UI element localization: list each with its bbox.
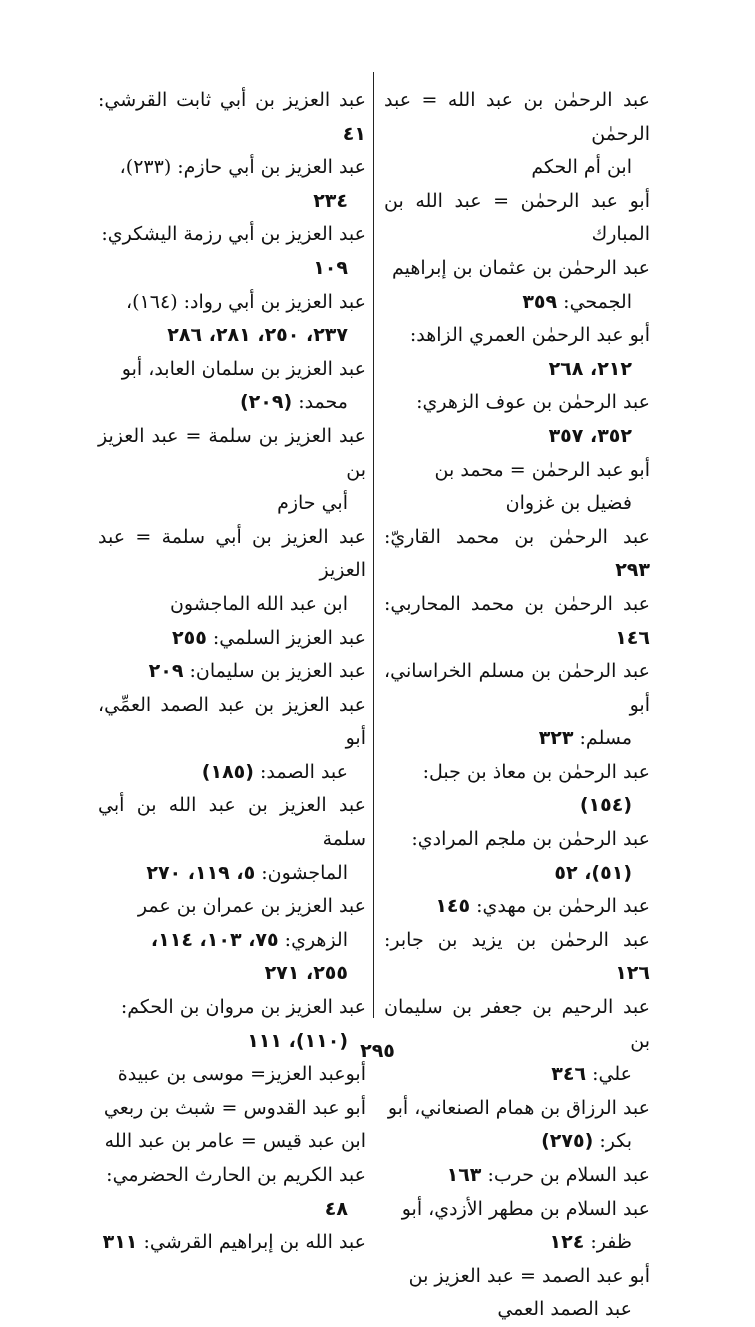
entry-continuation <box>98 924 366 958</box>
entry-continuation <box>384 789 650 823</box>
index-entry <box>98 353 366 420</box>
entry-page-refs: ٣٢٣ <box>538 727 574 750</box>
entry-continuation-text: علي: <box>592 1063 632 1086</box>
entry-continuation <box>384 1293 650 1327</box>
index-entry <box>384 319 650 386</box>
index-entry <box>98 1125 366 1159</box>
entry-continuation <box>98 857 366 891</box>
entry-name: أبو عبد الصمد = عبد العزيز بن <box>408 1264 650 1287</box>
entry-page-refs: ٢٩٣ <box>615 559 650 582</box>
entry-name: عبد العزيز السلمي: <box>212 626 366 649</box>
index-entry <box>98 655 366 689</box>
entry-name: أبوعبد العزيز= موسى بن عبيدة <box>117 1063 366 1086</box>
entry-page-refs: (٢٠٩) <box>239 391 293 414</box>
entry-continuation-text: أبي حازم <box>277 492 348 515</box>
entry-continuation <box>384 1226 650 1260</box>
index-entry <box>98 1226 366 1260</box>
index-entry <box>384 890 650 924</box>
entry-continuation <box>384 487 650 521</box>
entry-page-refs-extra: ٢٥٥، ٢٧١ <box>264 962 348 985</box>
entry-name: عبد الرحمٰن بن عثمان بن إبراهيم <box>391 256 650 279</box>
entry-continuation <box>98 1193 366 1227</box>
entry-name: عبد الله بن إبراهيم القرشي: <box>143 1231 366 1254</box>
index-entry <box>384 386 650 453</box>
entry-page-refs: ٧٥، ١٠٣، ١١٤، <box>150 928 279 951</box>
entry-name: عبد الرحمٰن بن محمد المحاربي: <box>384 592 650 615</box>
entry-name: عبد العزيز بن أبي حازم: (٢٣٣)، <box>119 156 366 179</box>
entry-name: عبد الرحمٰن بن يزيد بن جابر: <box>384 928 650 951</box>
entry-continuation-text: الماجشون: <box>261 861 348 884</box>
entry-continuation <box>98 386 366 420</box>
index-entry <box>384 1260 650 1327</box>
entry-page-refs: (١٥٤) <box>579 794 632 817</box>
entry-page-refs: (٥١)، ٥٢ <box>554 861 632 884</box>
entry-name: عبد العزيز بن عمران بن عمر <box>137 895 366 918</box>
entry-continuation <box>384 151 650 185</box>
index-entry <box>384 454 650 521</box>
index-entry <box>98 151 366 218</box>
entry-page-refs: ٢٣٧، ٢٥٠، ٢٨١، ٢٨٦ <box>167 324 348 347</box>
entry-name: عبد الكريم بن الحارث الحضرمي: <box>106 1164 366 1186</box>
entry-continuation <box>98 185 366 219</box>
entry-continuation-text: مسلم: <box>579 727 632 750</box>
entry-continuation-text: ابن عبد الله الماجشون <box>169 592 348 615</box>
entry-name: عبد العزيز بن سلمان العابد، أبو <box>121 357 366 380</box>
entry-page-refs: (١٨٥) <box>201 760 254 783</box>
entry-name: أبو عبد الرحمٰن = عبد الله بن المبارك <box>384 189 650 246</box>
entry-name: عبد العزيز بن أبي رزمة اليشكري: <box>101 223 366 246</box>
entry-continuation <box>384 1125 650 1159</box>
index-entry <box>384 84 650 185</box>
index-column-right <box>384 84 650 1327</box>
column-divider <box>373 72 374 1018</box>
index-entry <box>98 521 366 622</box>
index-entry <box>384 1159 650 1193</box>
entry-continuation <box>98 487 366 521</box>
entry-continuation-text: عبد الصمد: <box>260 760 348 783</box>
entry-continuation-text: محمد: <box>298 391 348 414</box>
entry-name: عبد الرحمٰن بن مسلم الخراساني، أبو <box>384 660 650 716</box>
entry-continuation <box>384 857 650 891</box>
page-number: ٢٩٥ <box>360 1040 395 1062</box>
entry-continuation-text: بكر: <box>599 1130 632 1153</box>
entry-name: أبو عبد القدوس = شبث بن ربعي <box>103 1096 366 1119</box>
entry-continuation <box>384 353 650 387</box>
entry-name: عبد العزيز بن مروان بن الحكم: <box>120 996 366 1019</box>
entry-page-refs: ٢٥٥ <box>172 626 207 649</box>
entry-continuation <box>384 286 650 320</box>
entry-continuation-text: ابن أم الحكم <box>531 156 632 179</box>
index-entry <box>384 1193 650 1260</box>
index-entry <box>384 655 650 756</box>
index-entry <box>98 1092 366 1126</box>
entry-name: عبد الرحمٰن بن ملجم المرادي: <box>411 828 650 851</box>
index-entry <box>384 252 650 319</box>
entry-name: عبد الرحمٰن بن مهدي: <box>476 895 650 918</box>
index-entry <box>98 789 366 890</box>
index-entry <box>384 1092 650 1159</box>
entry-page-refs: ١٤٥ <box>435 895 471 918</box>
entry-name: عبد الرزاق بن همام الصنعاني، أبو <box>387 1096 650 1119</box>
index-entry <box>98 84 366 151</box>
entry-name: عبد السلام بن مطهر الأزدي، أبو <box>401 1197 650 1220</box>
index-entry <box>384 185 650 252</box>
entry-continuation-text: ظفر: <box>590 1231 632 1254</box>
index-entry <box>98 420 366 521</box>
entry-name: عبد العزيز بن عبد الصمد العمِّي، أبو <box>98 693 366 750</box>
entry-page-refs: ١٢٤ <box>549 1231 585 1254</box>
entry-continuation <box>98 252 366 286</box>
entry-name: أبو عبد الرحمٰن العمري الزاهد: <box>409 324 650 347</box>
entry-page-refs: ٣٥٩ <box>522 290 558 313</box>
entry-page-refs: ٢٣٤ <box>313 189 348 212</box>
entry-page-refs: ٣٥٢، ٣٥٧ <box>548 424 632 447</box>
entry-page-refs: ٤١ <box>342 122 366 145</box>
entry-page-refs: ٢١٢، ٢٦٨ <box>548 357 632 380</box>
entry-page-refs: ١٤٦ <box>615 626 650 649</box>
entry-continuation <box>98 588 366 622</box>
entry-page-refs: ٣١١ <box>102 1231 138 1254</box>
entry-page-refs: (١١٠)، ١١١ <box>247 1029 348 1052</box>
entry-name: عبد الرحمٰن بن عبد الله = عبد الرحمٰن <box>384 89 650 145</box>
index-entry <box>98 1058 366 1092</box>
entry-name: عبد الرحمٰن بن محمد القاريّ: <box>384 525 650 548</box>
entry-page-refs: ١٢٦ <box>615 962 650 985</box>
entry-page-refs: ٣٤٦ <box>551 1063 587 1086</box>
index-column-left <box>98 84 366 1260</box>
index-entry <box>384 521 650 588</box>
entry-name: عبد العزيز بن سلمة = عبد العزيز بن <box>98 424 366 481</box>
entry-page-refs: ٢٠٩ <box>148 660 184 683</box>
entry-name: عبد العزيز بن أبي ثابت القرشي: <box>98 89 366 111</box>
index-entry <box>98 1159 366 1226</box>
entry-continuation <box>384 1058 650 1092</box>
index-entry <box>98 286 366 353</box>
index-entry <box>384 823 650 890</box>
entry-name: عبد الرحمٰن بن عوف الزهري: <box>416 391 650 414</box>
index-entry <box>98 890 366 991</box>
entry-name: عبد الرحمٰن بن معاذ بن جبل: <box>422 760 650 783</box>
entry-name: عبد العزيز بن أبي رواد: (١٦٤)، <box>126 290 366 313</box>
entry-name: عبد العزيز بن عبد الله بن أبي سلمة <box>98 794 366 851</box>
entry-page-refs: ٥، ١١٩، ٢٧٠ <box>146 861 256 884</box>
entry-continuation <box>98 319 366 353</box>
index-entry <box>384 924 650 991</box>
entry-name: أبو عبد الرحمٰن = محمد بن <box>434 458 650 481</box>
entry-page-refs: ١٦٣ <box>446 1164 482 1186</box>
index-entry <box>98 218 366 285</box>
index-entry <box>98 689 366 790</box>
entry-continuation-text: عبد الصمد العمي <box>497 1298 632 1321</box>
entry-continuation <box>98 756 366 790</box>
index-entry <box>384 588 650 655</box>
entry-name: عبد الرحيم بن جعفر بن سليمان بن <box>384 996 650 1052</box>
entry-name: عبد العزيز بن سليمان: <box>189 660 366 683</box>
index-entry <box>98 622 366 656</box>
entry-name: عبد العزيز بن أبي سلمة = عبد العزيز <box>98 525 366 582</box>
entry-name: عبد السلام بن حرب: <box>487 1164 650 1186</box>
entry-name: ابن عبد قيس = عامر بن عبد الله <box>104 1130 366 1153</box>
entry-page-refs: ٤٨ <box>324 1197 348 1220</box>
entry-continuation-text: الزهري: <box>284 928 348 951</box>
entry-continuation-text: فضيل بن غزوان <box>505 492 632 515</box>
entry-page-refs: ١٠٩ <box>313 256 348 279</box>
entry-continuation <box>384 420 650 454</box>
entry-continuation-text: الجمحي: <box>563 290 632 313</box>
index-entry <box>384 756 650 823</box>
entry-continuation <box>384 722 650 756</box>
entry-page-refs: (٢٧٥) <box>541 1130 594 1153</box>
